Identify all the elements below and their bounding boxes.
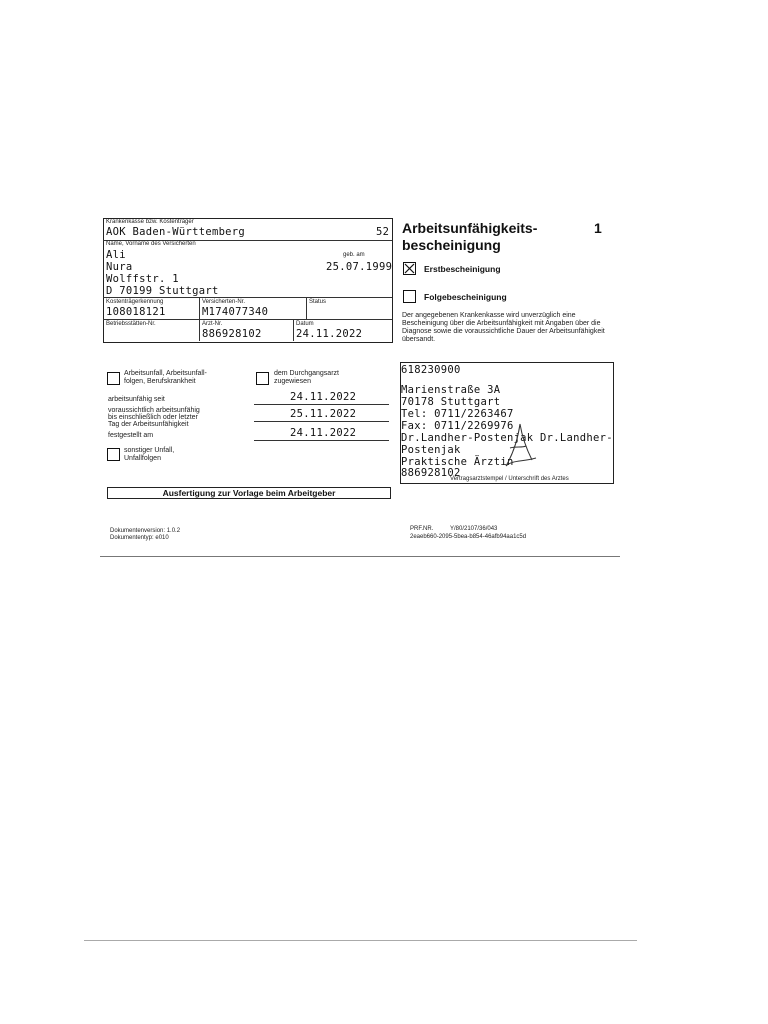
divider <box>103 319 392 320</box>
page-separator-top <box>100 556 620 557</box>
document-version: Dokumentenversion: 1.0.2 <box>110 528 181 534</box>
festgestellt-underline <box>254 440 389 441</box>
document-type: Dokumententyp: e010 <box>110 535 169 541</box>
durchgangsarzt-label-2: zugewiesen <box>274 378 311 385</box>
divider <box>103 297 392 298</box>
form-title-line1: Arbeitsunfähigkeits- <box>402 220 538 236</box>
stamp-fax: Fax: 0711/2269976 <box>401 420 514 432</box>
durchgangsarzt-label-1: dem Durchgangsarzt <box>274 370 339 377</box>
stamp-number: 618230900 <box>401 364 461 376</box>
stamp-name-1: Dr.Landher-Postenjak Dr.Landher- <box>401 432 613 444</box>
bis-label-3: Tag der Arbeitsunfähigkeit <box>108 421 189 428</box>
doctor-signature <box>492 418 552 478</box>
kostentraeger-value: 108018121 <box>106 306 166 318</box>
patient-dob: 25.07.1999 <box>326 261 393 273</box>
notice-text: Der angegebenen Krankenkasse wird unverzüglich eine Bescheinigung über die Arbeitsunfähigkeit mit Angaben über die Diagnose sowie die voraussichtliche Dauer der Arbeitsunfähigkeit übersandt. <box>402 312 605 343</box>
betriebsstaetten-label: Betriebsstätten-Nr. <box>106 321 156 327</box>
bis-underline <box>254 421 389 422</box>
sonstiger-label-1: sonstiger Unfall, <box>124 447 175 454</box>
festgestellt-value: 24.11.2022 <box>290 427 357 439</box>
arzt-nr-label: Arzt-Nr. <box>202 321 223 327</box>
prf-label: PRF.NR. <box>410 526 434 532</box>
insurer-code: 52 <box>376 226 390 238</box>
prf-value: Y/80/2107/36/043 <box>450 526 498 532</box>
divider <box>199 297 200 341</box>
check-x-icon <box>404 263 415 274</box>
versicherten-label: Versicherten-Nr. <box>202 299 246 305</box>
datum-value: 24.11.2022 <box>296 328 363 340</box>
name-label: Name, Vorname des Versicherten <box>106 241 196 247</box>
datum-label: Datum <box>296 321 314 327</box>
sonstiger-label-2: Unfallfolgen <box>124 455 161 462</box>
stamp-street: Marienstraße 3A <box>401 384 501 396</box>
patient-first-name: Nura <box>106 261 133 273</box>
stamp-name-2: Postenjak <box>401 444 461 456</box>
stamp-role: Praktische Ärztin <box>401 456 514 468</box>
seit-value: 24.11.2022 <box>290 391 357 403</box>
arbeitsunfall-label-2: folgen, Berufskrankheit <box>124 378 196 385</box>
patient-last-name: Ali <box>106 249 126 261</box>
festgestellt-label: festgestellt am <box>108 432 154 439</box>
arbeitsunfall-checkbox[interactable] <box>107 372 120 385</box>
document-hash: 2eaeb660-2095-5bea-b854-46afb94aa1c5d <box>410 534 527 540</box>
arbeitsunfall-label-1: Arbeitsunfall, Arbeitsunfall- <box>124 370 207 377</box>
form-title-line2: bescheinigung <box>402 237 501 253</box>
arzt-nr-value: 886928102 <box>202 328 262 340</box>
divider <box>306 297 307 319</box>
stamp-tel: Tel: 0711/2263467 <box>401 408 514 420</box>
copy-number: 1 <box>594 220 602 236</box>
insurer-name: AOK Baden-Württemberg <box>106 226 246 238</box>
seit-label: arbeitsunfähig seit <box>108 396 165 403</box>
versicherten-value: M174077340 <box>202 306 269 318</box>
dob-label: geb. am <box>343 252 365 258</box>
sonstiger-unfall-checkbox[interactable] <box>107 448 120 461</box>
stamp-city: 70178 Stuttgart <box>401 396 501 408</box>
divider <box>293 319 294 341</box>
kostentraeger-label: Kostenträgerkennung <box>106 299 164 305</box>
durchgangsarzt-checkbox[interactable] <box>256 372 269 385</box>
folgebescheinigung-checkbox[interactable] <box>403 290 416 303</box>
status-label: Status <box>309 299 327 305</box>
bis-value: 25.11.2022 <box>290 408 357 420</box>
erstbescheinigung-checkbox[interactable] <box>403 262 416 275</box>
seit-underline <box>254 404 389 405</box>
ausfertigung-banner <box>107 487 391 499</box>
bis-label-1: voraussichtlich arbeitsunfähig <box>108 407 200 414</box>
page-separator-bottom <box>84 940 637 941</box>
patient-street: Wolffstr. 1 <box>106 273 179 285</box>
stamp-caption: Vertragsarztstempel / Unterschrift des Arztes <box>450 476 569 482</box>
patient-city: D 70199 Stuttgart <box>106 285 219 297</box>
folgebescheinigung-label: Folgebescheinigung <box>424 292 507 302</box>
erstbescheinigung-label: Erstbescheinigung <box>424 264 501 274</box>
ausfertigung-text: Ausfertigung zur Vorlage beim Arbeitgeber <box>162 488 336 498</box>
bis-label-2: bis einschließlich oder letzter <box>108 414 198 421</box>
stamp-arzt-nr: 886928102 <box>401 467 461 479</box>
insurer-label: Krankenkasse bzw. Kostenträger <box>106 219 194 225</box>
